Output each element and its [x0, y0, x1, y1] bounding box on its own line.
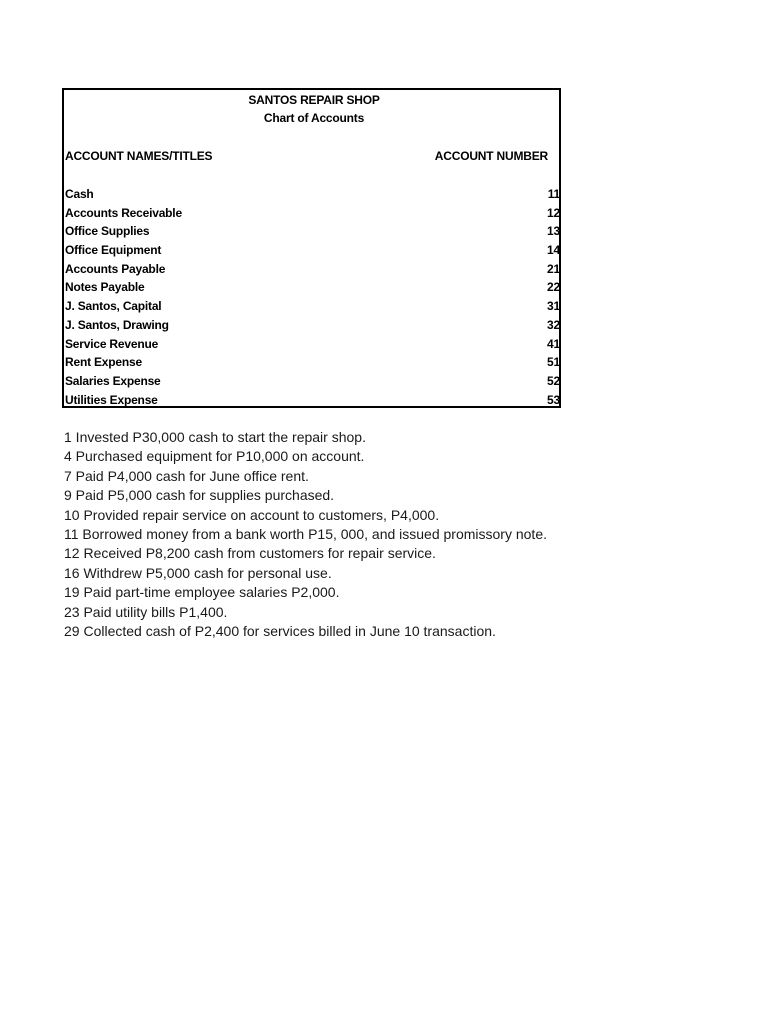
account-name: Cash [65, 187, 94, 201]
account-name: Accounts Payable [65, 261, 166, 276]
account-number: 32 [547, 317, 560, 332]
transaction-line: 23 Paid utility bills P1,400. [64, 603, 228, 620]
account-name: Office Supplies [65, 224, 150, 239]
account-row [64, 241, 561, 260]
account-row [64, 204, 561, 223]
account-number: 14 [547, 243, 560, 258]
account-name: J. Santos, Capital [65, 299, 162, 314]
transaction-line: 29 Collected cash of P2,400 for services billed in June 10 transaction. [64, 622, 496, 639]
account-name: Rent Expense [65, 355, 142, 370]
transaction-line: 11 Borrowed money from a bank worth P15, 000, and issued promissory note. [64, 525, 547, 542]
account-row [64, 278, 561, 297]
account-number: 11 [547, 187, 560, 201]
transaction-line: 1 Invested P30,000 cash to start the repair shop. [64, 429, 366, 445]
account-row [64, 222, 561, 241]
shop-name: SANTOS REPAIR SHOP [248, 93, 380, 107]
account-row [64, 297, 561, 316]
account-name: Notes Payable [65, 280, 145, 295]
transactions-list [64, 428, 547, 641]
account-name: Salaries Expense [65, 373, 161, 388]
account-row [64, 353, 561, 372]
account-number: 52 [547, 373, 560, 388]
account-number: 21 [547, 261, 560, 276]
account-name: J. Santos, Drawing [65, 317, 169, 332]
transaction-line: 4 Purchased equipment for P10,000 on account. [64, 448, 365, 465]
transaction-line: 16 Withdrew P5,000 cash for personal use. [64, 564, 332, 581]
account-number: 22 [547, 280, 560, 295]
account-name: Utilities Expense [65, 392, 158, 407]
account-number: 53 [547, 392, 560, 407]
chart-of-accounts-table [62, 88, 561, 408]
transaction-line: 10 Provided repair service on account to customers, P4,000. [64, 506, 440, 523]
transaction-line: 12 Received P8,200 cash from customers for repair service. [64, 545, 436, 562]
account-number: 31 [547, 299, 560, 314]
account-name: Accounts Receivable [65, 205, 182, 220]
column-header-account-names: ACCOUNT NAMES/TITLES [65, 149, 213, 163]
account-row [64, 335, 561, 354]
accounts-list [64, 185, 561, 409]
account-number: 12 [547, 205, 560, 220]
transaction-line: 9 Paid P5,000 cash for supplies purchased. [64, 487, 335, 504]
account-name: Office Equipment [65, 243, 162, 258]
account-row [64, 372, 561, 391]
account-number: 13 [547, 224, 560, 239]
account-number: 41 [547, 336, 560, 351]
account-row [64, 391, 561, 410]
account-number: 51 [547, 355, 560, 370]
document-title: Chart of Accounts [263, 111, 365, 125]
transaction-line: 7 Paid P4,000 cash for June office rent. [64, 467, 309, 484]
column-header-account-number: ACCOUNT NUMBER [434, 149, 548, 163]
account-row [64, 316, 561, 335]
account-name: Service Revenue [65, 336, 159, 351]
account-row [64, 185, 561, 204]
account-row [64, 260, 561, 279]
transaction-line: 19 Paid part-time employee salaries P2,000. [64, 584, 340, 601]
